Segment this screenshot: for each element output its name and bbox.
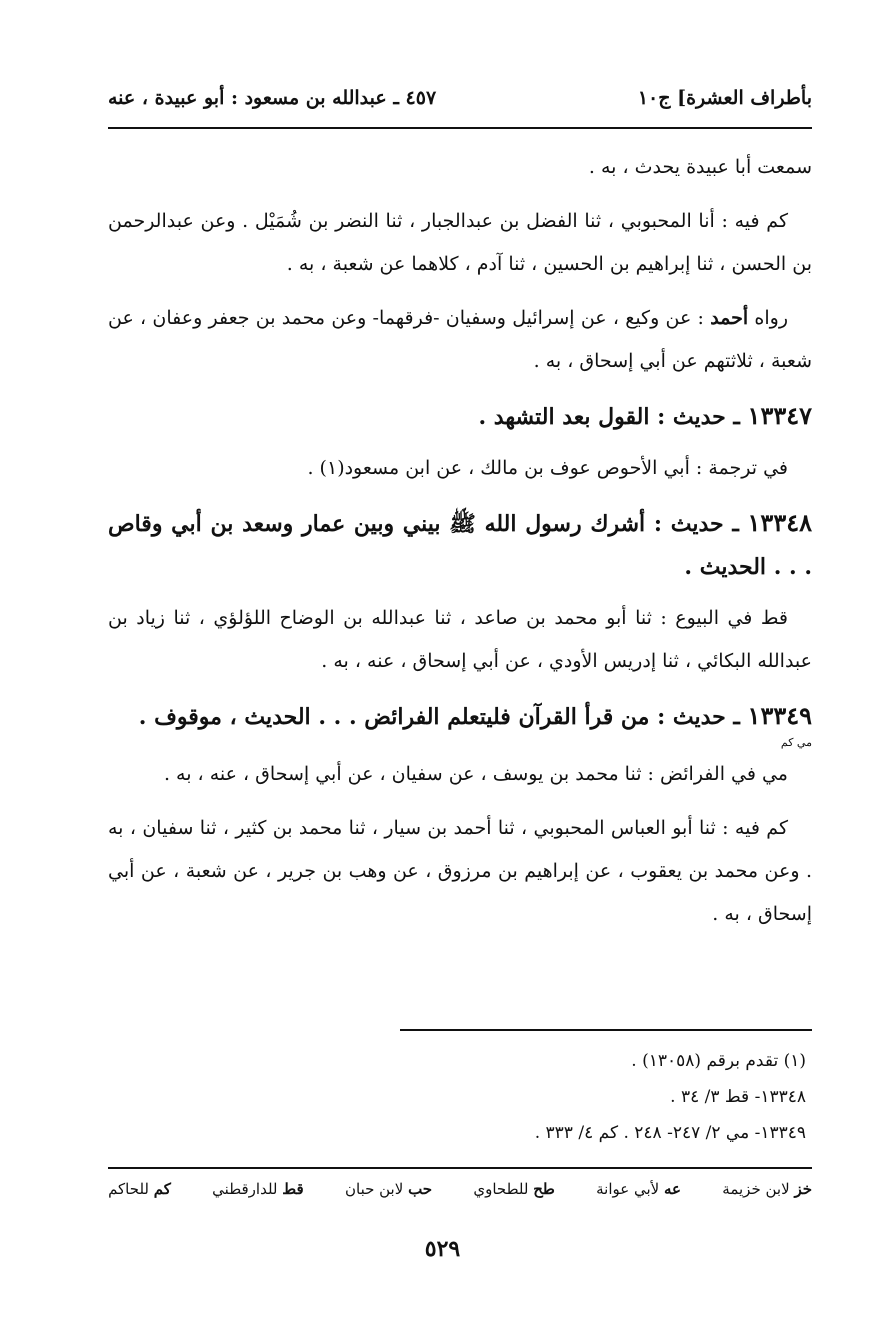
paragraph-3-lead: رواه (754, 307, 788, 329)
abbreviations-key (108, 1180, 812, 1198)
footnote: ١٣٣٤٨- قط ٣/ ٣٤ . (670, 1087, 806, 1107)
paragraph-3 (108, 297, 812, 383)
paragraph-6: مي في الفرائض : ثنا محمد بن يوسف ، عن سفيان ، عن أبي إسحاق ، عنه ، به . (163, 763, 788, 785)
footnote-rule (400, 1029, 812, 1031)
hadith-heading-text: ـ حديث : القول بعد التشهد . (478, 404, 740, 430)
paragraph-1: سمعت أبا عبيدة يحدث ، به . (588, 156, 812, 178)
header-rule (108, 127, 812, 129)
abbrev-item: خز لابن خزيمة (722, 1180, 812, 1198)
marginal-note: مي كم (780, 736, 812, 749)
hadith-heading-13348 (108, 501, 812, 589)
paragraph-7: كم فيه : ثنا أبو العباس المحبوبي ، ثنا أحمد بن سيار ، ثنا محمد بن كثير ، ثنا سفيان ، به . وعن محمد بن يعقوب ، عن إبراهيم بن مرزوق ، عن وهب بن جرير ، عن شعبة ، عن أبي إسحاق ، به . (108, 817, 812, 925)
hadith-heading-13349 (108, 694, 812, 739)
footnote: ١٣٣٤٩- مي ٢/ ٢٤٧- ٢٤٨ . كم ٤/ ٣٣٣ . (534, 1123, 806, 1143)
abbreviations-rule (108, 1167, 812, 1169)
abbrev-item: طح للطحاوي (473, 1180, 555, 1198)
header-section-title: ٤٥٧ ـ عبدالله بن مسعود : أبو عبيدة ، عنه (108, 87, 437, 109)
main-text (108, 146, 812, 947)
header-book-title: بأطراف العشرة] ج١٠ (637, 87, 812, 109)
abbrev-item: حب لابن حبان (344, 1180, 433, 1198)
abbrev-item: عه لأبي عوانة (596, 1180, 682, 1198)
paragraph-4: في ترجمة : أبي الأحوص عوف بن مالك ، عن ابن مسعود(١) . (307, 457, 788, 479)
hadith-heading-text: ـ حديث : أشرك رسول الله ﷺ بيني وبين عمار وسعد بن أبي وقاص . . . الحديث . (108, 511, 812, 580)
hadith-number: ١٣٣٤٩ (747, 701, 812, 730)
hadith-heading-text: ـ حديث : من قرأ القرآن فليتعلم الفرائض . . . الحديث ، موقوف . (138, 704, 740, 730)
abbrev-item: قط للدارقطني (212, 1180, 304, 1198)
footnote: (١) تقدم برقم (١٣٠٥٨) . (631, 1051, 806, 1071)
hadith-number: ١٣٣٤٧ (747, 401, 812, 430)
page-number: ٥٢٩ (424, 1236, 461, 1262)
paragraph-2: كم فيه : أنا المحبوبي ، ثنا الفضل بن عبدالجبار ، ثنا النضر بن شُمَيْل . وعن عبدالرحمن بن الحسن ، ثنا إبراهيم بن الحسين ، ثنا آدم ، كلاهما عن شعبة ، به . (108, 210, 812, 275)
hadith-number: ١٣٣٤٨ (747, 508, 812, 537)
paragraph-3-name: أحمد (710, 307, 749, 329)
abbrev-item: كم للحاكم (108, 1180, 171, 1198)
footnotes (108, 1043, 812, 1151)
paragraph-3-rest: : عن وكيع ، عن إسرائيل وسفيان -فرقهما- وعن محمد بن جعفر وعفان ، عن شعبة ، ثلاثتهم عن أبي إسحاق ، به . (108, 307, 812, 372)
paragraph-5: قط في البيوع : ثنا أبو محمد بن صاعد ، ثنا عبدالله بن الوضاح اللؤلؤي ، ثنا زياد بن عبدالله البكائي ، ثنا إدريس الأودي ، عن أبي إسحاق ، عنه ، به . (108, 607, 812, 672)
hadith-heading-13347 (108, 394, 812, 439)
running-header (108, 80, 812, 116)
